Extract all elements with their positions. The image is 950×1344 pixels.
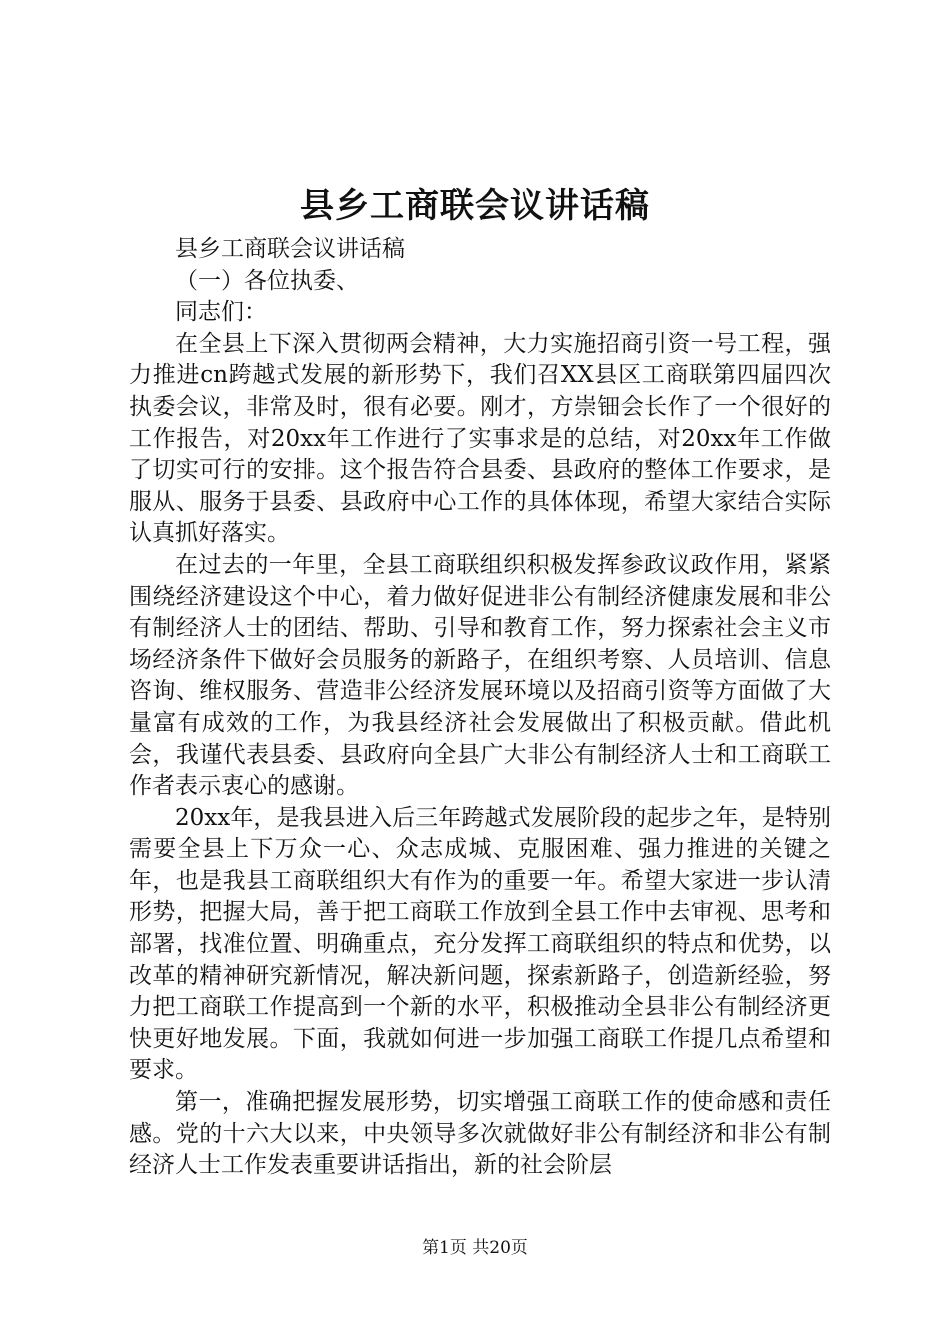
paragraph-salutation-1: （一）各位执委、	[175, 267, 359, 294]
document-body	[129, 234, 831, 1182]
paragraph-body: 在过去的一年里，全县工商联组织积极发挥参政议政作用，紧紧围绕经济建设这个中心，着力做好促进非公有制经济健康发展和非公有制经济人士的团结、帮助、引导和教育工作，努力探索社会主义市场经济条件下做好会员服务的新路子，在组织考察、人员培训、信息咨询、维权服务、营造非公经济发展环境以及招商引资等方面做了大量富有成效的工作，为我县经济社会发展做出了积极贡献。借此机会，我谨代表县委、县政府向全县广大非公有制经济人士和工商联工作者表示衷心的感谢。	[129, 551, 831, 800]
paragraph-body: 第一，准确把握发展形势，切实增强工商联工作的使命感和责任感。党的十六大以来，中央领导多次就做好非公有制经济和非公有制经济人士工作发表重要讲话指出，新的社会阶层	[129, 1089, 831, 1179]
page-number-footer: 第1页 共20页	[422, 1238, 528, 1258]
paragraph-body: 在全县上下深入贯彻两会精神，大力实施招商引资一号工程，强力推进cn跨越式发展的新形势下，我们召XX县区工商联第四届四次执委会议，非常及时，很有必要。刚才，方崇钿会长作了一个很好的工作报告，对20xx年工作进行了实事求是的总结，对20xx年工作做了切实可行的安排。这个报告符合县委、县政府的整体工作要求，是服从、服务于县委、县政府中心工作的具体体现，希望大家结合实际认真抓好落实。	[129, 330, 831, 547]
document-title: 县乡工商联会议讲话稿	[300, 186, 650, 226]
paragraph-subtitle: 县乡工商联会议讲话稿	[175, 236, 405, 262]
paragraph-body: 20xx年，是我县进入后三年跨越式发展阶段的起步之年，是特别需要全县上下万众一心、众志成城、克服困难、强力推进的关键之年，也是我县工商联组织大有作为的重要一年。希望大家进一步认清形势，把握大局，善于把工商联工作放到全县工作中去审视、思考和部署，找准位置、明确重点，充分发挥工商联组织的特点和优势，以改革的精神研究新情况，解决新问题，探索新路子，创造新经验，努力把工商联工作提高到一个新的水平，积极推动全县非公有制经济更快更好地发展。下面，我就如何进一步加强工商联工作提几点希望和要求。	[129, 804, 831, 1084]
paragraph-salutation-2: 同志们：	[175, 299, 267, 326]
